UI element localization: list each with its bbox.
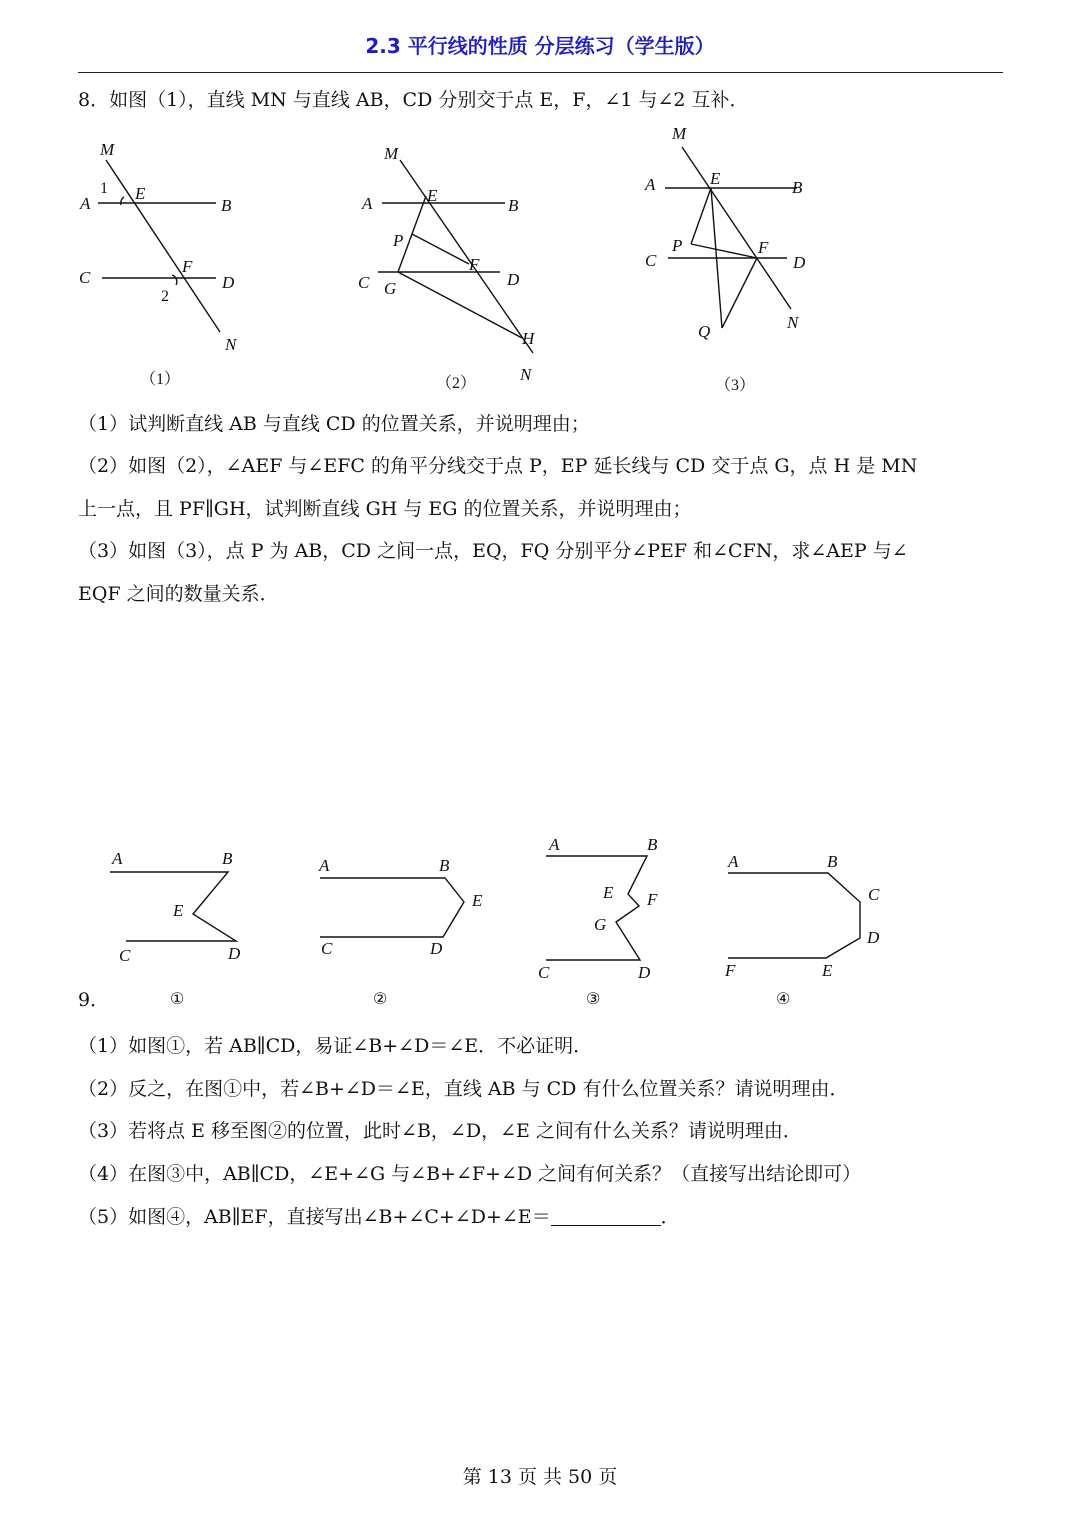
caption-3: ③ — [586, 991, 601, 1008]
label-D: D — [793, 253, 806, 272]
label-G: G — [384, 279, 397, 298]
label-B: B — [827, 852, 838, 871]
q8-part1: （1）试判断直线 AB 与直线 CD 的位置关系，并说明理由； — [78, 413, 590, 435]
q9-part2: （2）反之，在图①中，若∠B+∠D＝∠E，直线 AB 与 CD 有什么位置关系？请说明理由． — [78, 1078, 849, 1100]
caption-1: ① — [170, 991, 185, 1008]
label-E: E — [822, 961, 833, 980]
q8-part3-line2: EQF 之间的数量关系． — [78, 583, 279, 605]
label-B: B — [222, 849, 233, 868]
label-N: N — [787, 313, 799, 332]
label-A: A — [549, 835, 560, 854]
line-mn — [682, 147, 791, 309]
q8-part3-line1: （3）如图（3），点 P 为 AB，CD 之间一点，EQ，FQ 分别平分∠PEF 和∠CFN，求∠AEP 与∠ — [78, 540, 908, 562]
label-A: A — [80, 194, 91, 213]
label-B: B — [647, 835, 658, 854]
label-E: E — [427, 186, 438, 205]
page-header-title: 2.3 平行线的性质 分层练习（学生版） — [365, 34, 715, 58]
angle-1-arc — [121, 197, 124, 205]
label-G: G — [594, 915, 607, 934]
q9-part4: （4）在图③中，AB∥CD，∠E+∠G 与∠B+∠F+∠D 之间有何关系？（直接写出结论即可） — [78, 1163, 862, 1185]
label-E: E — [173, 901, 184, 920]
label-F: F — [182, 257, 193, 276]
label-H: H — [522, 329, 535, 348]
polygon-abcdef — [728, 873, 860, 958]
label-D: D — [430, 939, 443, 958]
label-A: A — [728, 852, 739, 871]
segment-gh — [398, 272, 522, 338]
label-N: N — [520, 365, 532, 384]
caption-1: （1） — [140, 371, 181, 388]
q9-part5 — [78, 1205, 680, 1229]
label-A: A — [112, 849, 123, 868]
caption-4: ④ — [776, 991, 791, 1008]
segment-fq — [722, 258, 757, 328]
label-C: C — [645, 251, 657, 270]
line-mn — [106, 160, 220, 332]
angle-2-arc — [172, 275, 177, 285]
label-Q: Q — [698, 322, 711, 341]
label-C: C — [868, 885, 880, 904]
q9-figure-3 — [530, 830, 690, 1010]
label-A: A — [645, 175, 656, 194]
label-M: M — [672, 124, 687, 143]
label-C: C — [119, 946, 131, 965]
q8-figure-1 — [70, 135, 270, 395]
segment-pf — [412, 234, 469, 264]
label-C: C — [79, 268, 91, 287]
q8-figure-3 — [635, 120, 835, 395]
q9-number: 9． — [78, 989, 110, 1011]
label-D: D — [228, 944, 241, 963]
label-B: B — [508, 196, 519, 215]
q8-intro: 8．如图（1），直线 MN 与直线 AB，CD 分别交于点 E，F，∠1 与∠2 互补． — [78, 89, 749, 111]
q9-part5-prefix: （5）如图④，AB∥EF，直接写出∠B+∠C+∠D+∠E＝ — [78, 1206, 551, 1228]
label-M: M — [100, 140, 115, 159]
label-E: E — [710, 169, 721, 188]
caption-2: （2） — [436, 375, 477, 392]
q9-part3: （3）若将点 E 移至图②的位置，此时∠B，∠D，∠E 之间有什么关系？请说明理由． — [78, 1120, 802, 1142]
label-P: P — [672, 236, 683, 255]
label-F: F — [469, 255, 480, 274]
q9-part5-suffix: ． — [660, 1206, 680, 1228]
label-E: E — [603, 883, 614, 902]
label-B: B — [221, 196, 232, 215]
caption-2: ② — [373, 991, 388, 1008]
q9-figure-4 — [720, 840, 900, 1010]
q9-part1: （1）如图①，若 AB∥CD，易证∠B+∠D＝∠E．不必证明． — [78, 1035, 593, 1057]
q9-figure-2 — [310, 840, 500, 1010]
label-A: A — [362, 194, 373, 213]
q8-figure-2 — [350, 135, 570, 395]
q8-part2-line1: （2）如图（2），∠AEF 与∠EFC 的角平分线交于点 P，EP 延长线与 CD 交于点 G，点 H 是 MN — [78, 455, 918, 477]
answer-blank[interactable] — [551, 1207, 661, 1226]
label-E: E — [135, 184, 146, 203]
label-F: F — [725, 961, 736, 980]
page-footer: 第 13 页 共 50 页 — [462, 1466, 618, 1488]
label-F: F — [758, 238, 769, 257]
caption-3: （3） — [715, 377, 756, 394]
label-M: M — [384, 144, 399, 163]
label-N: N — [225, 335, 237, 354]
header-rule — [78, 72, 1003, 73]
label-2: 2 — [161, 288, 169, 305]
segment-ep — [691, 188, 711, 244]
label-A: A — [319, 856, 330, 875]
bracket-abedc — [320, 878, 464, 937]
q8-part2-line2: 上一点，且 PF∥GH，试判断直线 GH 与 EG 的位置关系，并说明理由； — [78, 498, 692, 520]
label-1: 1 — [100, 180, 108, 197]
label-F: F — [647, 890, 658, 909]
label-B: B — [792, 178, 803, 197]
segment-pf — [691, 244, 757, 258]
label-D: D — [638, 963, 651, 982]
label-D: D — [867, 928, 880, 947]
q9-figure-1 — [100, 840, 270, 1010]
label-D: D — [222, 273, 235, 292]
label-C: C — [538, 963, 550, 982]
label-P: P — [393, 231, 404, 250]
label-C: C — [321, 939, 333, 958]
label-C: C — [358, 273, 370, 292]
zigzag-abefgdc — [546, 856, 647, 960]
label-B: B — [439, 856, 450, 875]
line-mn — [400, 160, 533, 353]
label-E: E — [472, 891, 483, 910]
label-D: D — [507, 270, 520, 289]
